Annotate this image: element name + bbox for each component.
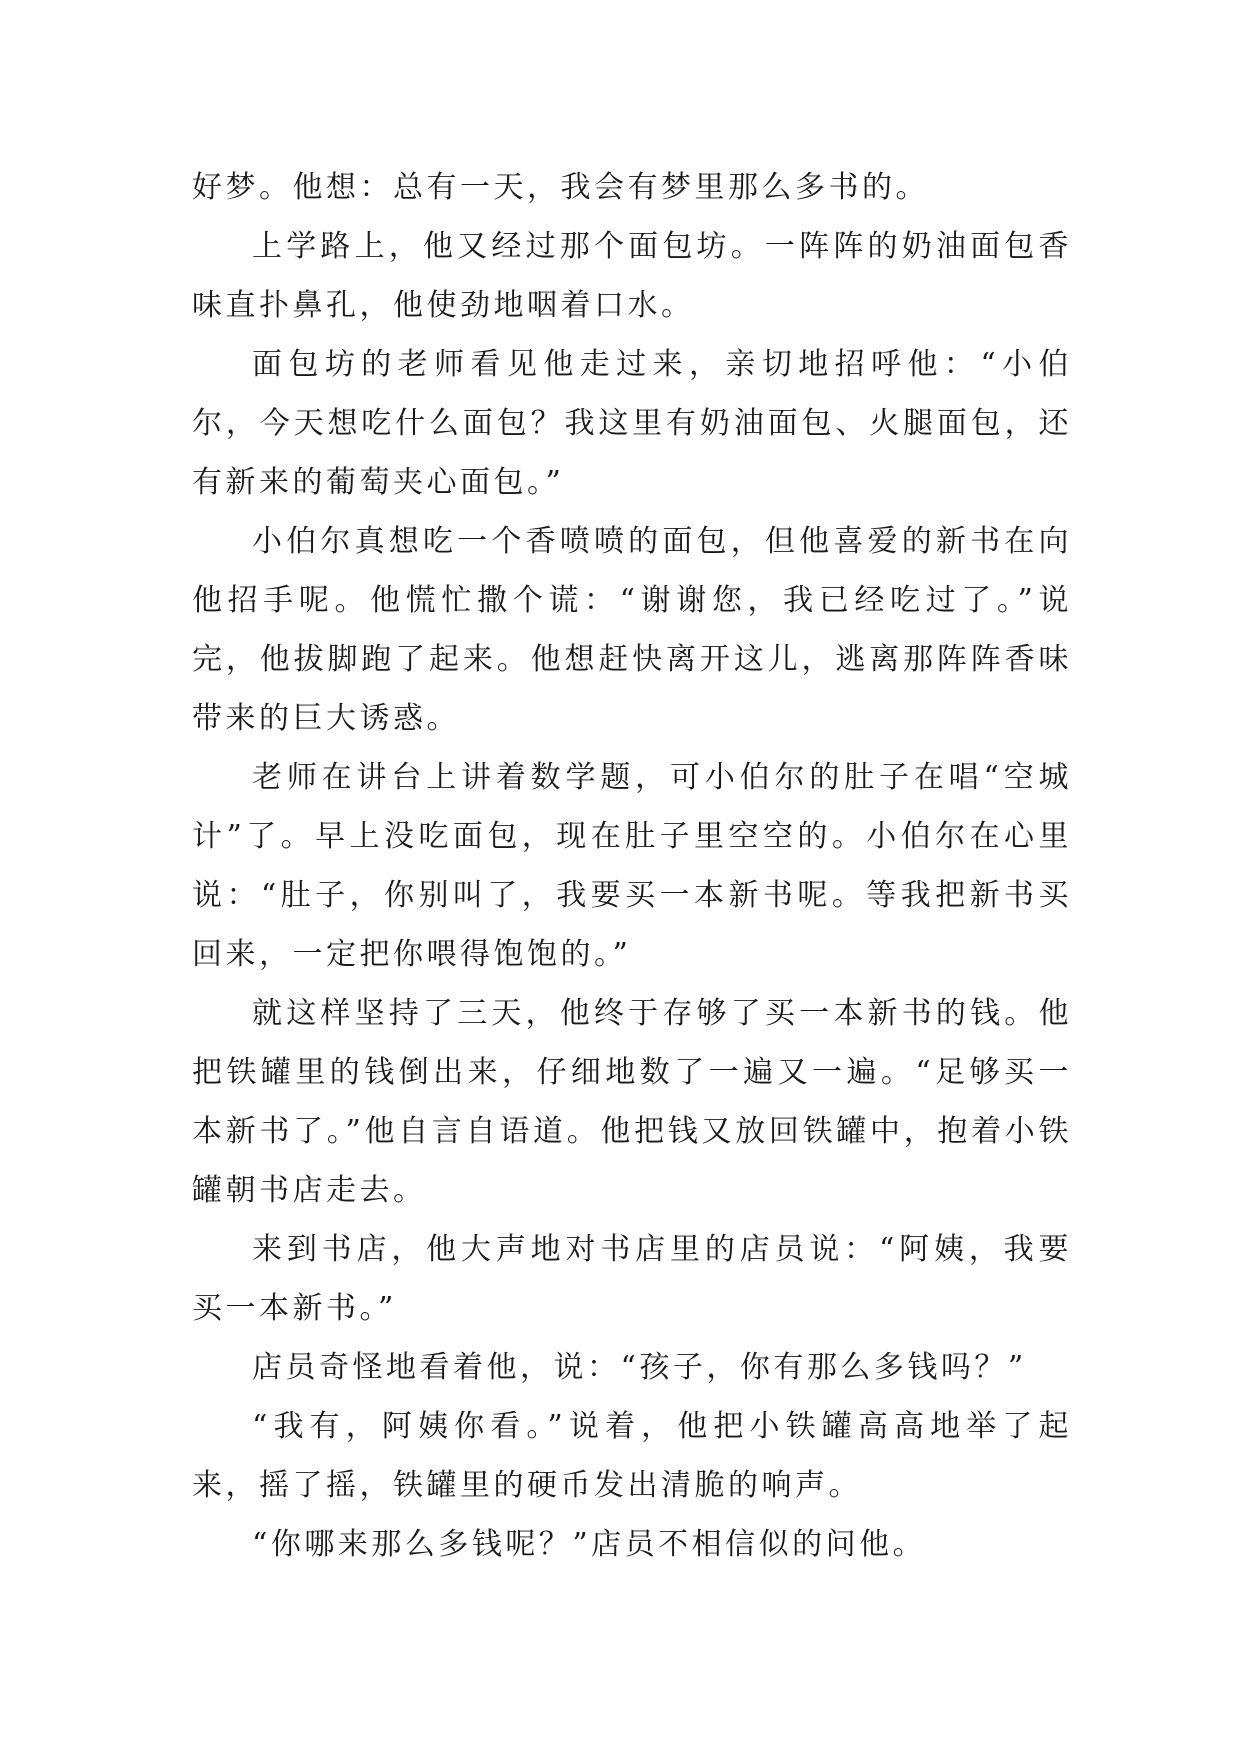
- paragraph-7: 来到书店，他大声地对书店里的店员说：“阿姨，我要买一本新书。”: [192, 1232, 1072, 1326]
- paragraph-6: 就这样坚持了三天，他终于存够了买一本新书的钱。他把铁罐里的钱倒出来，仔细地数了一遍又一遍。“足够买一本新书了。”他自言自语道。他把钱又放回铁罐中，抱着小铁罐朝书店走去。: [192, 996, 1072, 1208]
- paragraph-3: 面包坊的老师看见他走过来，亲切地招呼他：“小伯尔，今天想吃什么面包？我这里有奶油面包、火腿面包，还有新来的葡萄夹心面包。”: [192, 347, 1072, 500]
- paragraph-10: “你哪来那么多钱呢？”店员不相信似的问他。: [252, 1527, 927, 1562]
- paragraph-2: 上学路上，他又经过那个面包坊。一阵阵的奶油面包香味直扑鼻孔，他使劲地咽着口水。: [192, 229, 1072, 323]
- paragraph-4: 小伯尔真想吃一个香喷喷的面包，但他喜爱的新书在向他招手呢。他慌忙撒个谎：“谢谢您，我已经吃过了。”说完，他拔脚跑了起来。他想赶快离开这儿，逃离那阵阵香味带来的巨大诱惑。: [192, 524, 1072, 736]
- paragraph-9: “我有，阿姨你看。”说着，他把小铁罐高高地举了起来，摇了摇，铁罐里的硬币发出清脆的响声。: [192, 1409, 1072, 1503]
- paragraph-5: 老师在讲台上讲着数学题，可小伯尔的肚子在唱“空城计”了。早上没吃面包，现在肚子里空空的。小伯尔在心里说：“肚子，你别叫了，我要买一本新书呢。等我把新书买回来，一定把你喂得饱饱的。”: [192, 760, 1072, 972]
- story-text: [192, 158, 1072, 1574]
- paragraph-8: 店员奇怪地看着他，说：“孩子，你有那么多钱吗？”: [252, 1350, 1027, 1385]
- paragraph-1: 好梦。他想：总有一天，我会有梦里那么多书的。: [192, 170, 929, 205]
